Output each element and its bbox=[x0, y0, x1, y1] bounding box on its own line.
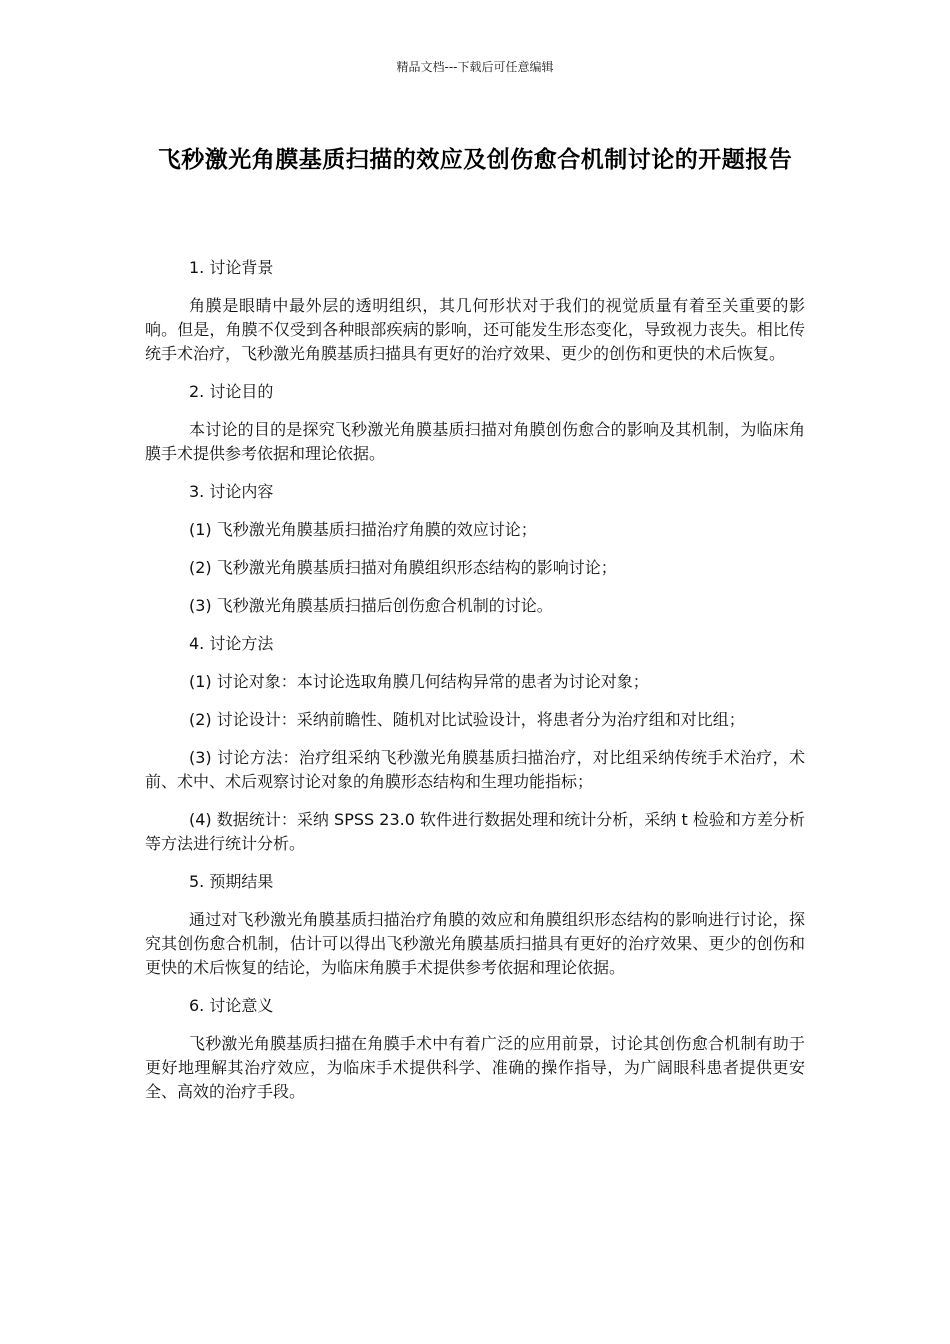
list-item-methods-1: (1) 讨论对象：本讨论选取角膜几何结构异常的患者为讨论对象； bbox=[189, 672, 649, 691]
document-body bbox=[145, 256, 805, 1118]
section-heading-content: 3. 讨论内容 bbox=[189, 482, 274, 501]
list-item-content-2: (2) 飞秒激光角膜基质扫描对角膜组织形态结构的影响讨论； bbox=[189, 558, 617, 577]
paragraph-purpose: 本讨论的目的是探究飞秒激光角膜基质扫描对角膜创伤愈合的影响及其机制，为临床角膜手术提供参考依据和理论依据。 bbox=[145, 420, 805, 463]
section-heading-significance: 6. 讨论意义 bbox=[189, 996, 274, 1015]
section-heading-expected-results: 5. 预期结果 bbox=[189, 872, 274, 891]
document-title: 飞秒激光角膜基质扫描的效应及创伤愈合机制讨论的开题报告 bbox=[157, 147, 793, 173]
list-item-content-3: (3) 飞秒激光角膜基质扫描后创伤愈合机制的讨论。 bbox=[189, 596, 553, 615]
list-item-methods-4: (4) 数据统计：采纳 SPSS 23.0 软件进行数据处理和统计分析，采纳 t 检验和方差分析等方法进行统计分析。 bbox=[145, 810, 805, 853]
section-heading-purpose: 2. 讨论目的 bbox=[189, 382, 274, 401]
section-heading-methods: 4. 讨论方法 bbox=[189, 634, 274, 653]
list-item-content-1: (1) 飞秒激光角膜基质扫描治疗角膜的效应讨论； bbox=[189, 520, 537, 539]
paragraph-expected-results: 通过对飞秒激光角膜基质扫描治疗角膜的效应和角膜组织形态结构的影响进行讨论，探究其创伤愈合机制，估计可以得出飞秒激光角膜基质扫描具有更好的治疗效果、更少的创伤和更快的术后恢复的结论，为临床角膜手术提供参考依据和理论依据。 bbox=[145, 910, 805, 977]
paragraph-significance: 飞秒激光角膜基质扫描在角膜手术中有着广泛的应用前景，讨论其创伤愈合机制有助于更好地理解其治疗效应，为临床手术提供科学、准确的操作指导，为广阔眼科患者提供更安全、高效的治疗手段。 bbox=[145, 1034, 805, 1101]
paragraph-background: 角膜是眼睛中最外层的透明组织，其几何形状对于我们的视觉质量有着至关重要的影响。但是，角膜不仅受到各种眼部疾病的影响，还可能发生形态变化，导致视力丧失。相比传统手术治疗，飞秒激光角膜基质扫描具有更好的治疗效果、更少的创伤和更快的术后恢复。 bbox=[145, 296, 805, 363]
list-item-methods-3: (3) 讨论方法：治疗组采纳飞秒激光角膜基质扫描治疗，对比组采纳传统手术治疗，术前、术中、术后观察讨论对象的角膜形态结构和生理功能指标； bbox=[145, 748, 805, 791]
page-header: 精品文档---下载后可任意编辑 bbox=[396, 60, 554, 74]
section-heading-background: 1. 讨论背景 bbox=[189, 258, 274, 277]
list-item-methods-2: (2) 讨论设计：采纳前瞻性、随机对比试验设计，将患者分为治疗组和对比组； bbox=[189, 710, 745, 729]
